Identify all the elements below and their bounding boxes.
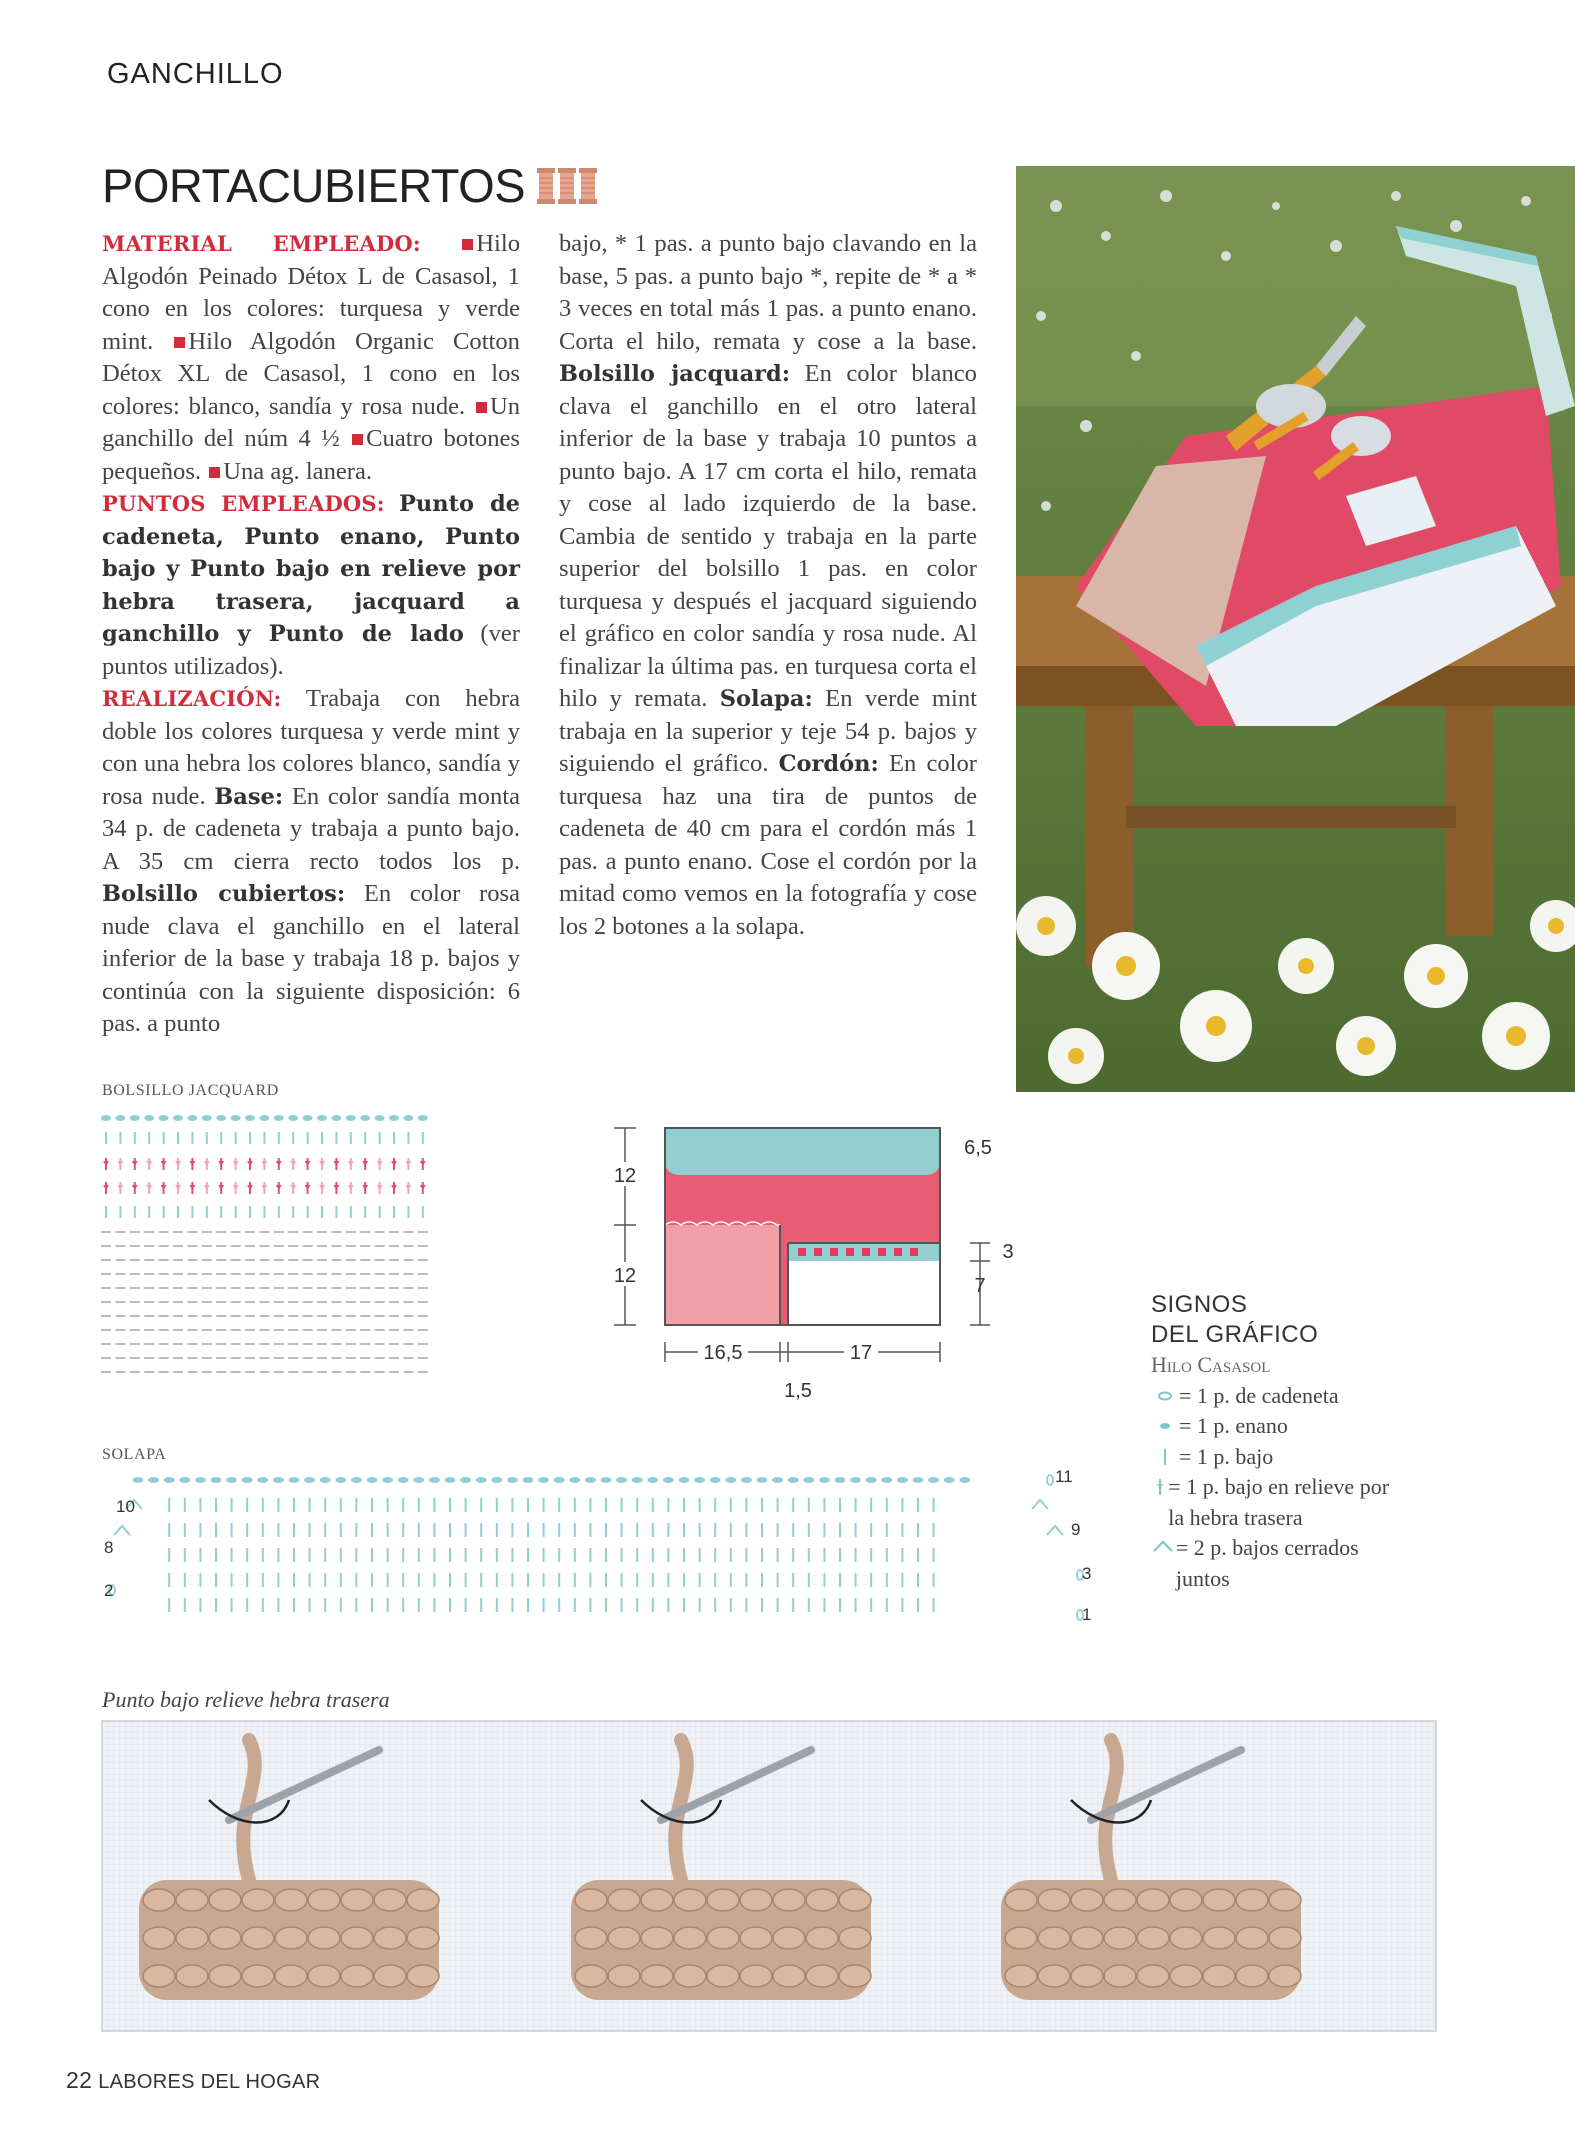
- page-footer: [66, 2067, 320, 2094]
- spool-icon: [558, 168, 576, 204]
- chart-stitch: [320, 1477, 331, 1483]
- crochet-stitch-loop: [407, 1927, 439, 1949]
- crochet-stitch-loop: [1038, 1965, 1070, 1987]
- chart-stitch: [159, 1115, 169, 1121]
- chart-stitch: [928, 1477, 939, 1483]
- crochet-stitch-loop: [773, 1965, 805, 1987]
- solapa-row-label-9: 9: [1071, 1520, 1081, 1539]
- chart-stitch: [377, 1185, 383, 1190]
- crochet-stitch-loop: [707, 1965, 739, 1987]
- chart-stitch: [632, 1477, 643, 1483]
- dim-bottom-right: 17: [849, 1342, 873, 1364]
- solapa-text: En verde mint trabaja en la superior y teje 54 p. bajos y siguiendo el gráfico.: [559, 685, 977, 777]
- crochet-stitch-loop: [407, 1965, 439, 1987]
- chart-stitch: [289, 1477, 300, 1483]
- chart-stitch: [333, 1161, 339, 1166]
- crochet-stitch-loop: [176, 1927, 208, 1949]
- chart-stitch: [333, 1185, 339, 1190]
- legend-title-1: SIGNOS: [1151, 1291, 1248, 1318]
- chart-stitch: [133, 1477, 144, 1483]
- chart-stitch: [274, 1115, 284, 1121]
- chart-stitch: [741, 1477, 752, 1483]
- chart-stitch: [1047, 1526, 1063, 1535]
- crochet-stitch-loop: [1170, 1889, 1202, 1911]
- crochet-stitch-loop: [1005, 1965, 1037, 1987]
- solapa-row-label-11: 11: [1055, 1470, 1073, 1486]
- chart-stitch: [331, 1115, 341, 1121]
- crochet-stitch-loop: [575, 1927, 607, 1949]
- product-photo: [1016, 166, 1575, 1092]
- chart-stitch: [398, 1477, 409, 1483]
- crochet-stitch-loop: [275, 1889, 307, 1911]
- realizacion-text: Trabaja con hebra doble los colores turquesa y verde mint y con una hebra los colores blanco, sandía y rosa nude.: [102, 685, 520, 810]
- chart-legend: [1151, 1290, 1391, 1594]
- chart-stitch: [491, 1477, 502, 1483]
- chart-stitch: [319, 1185, 325, 1190]
- chart-stitch: [175, 1161, 181, 1166]
- chart-stitch: [273, 1477, 284, 1483]
- legend-item-slip: = 1 p. enano: [1151, 1411, 1391, 1442]
- chart-stitch: [288, 1115, 298, 1121]
- material-item-4: Cuatro botones pequeños.: [102, 425, 521, 485]
- cordon-text: En color turquesa haz una tira de puntos de cadeneta de 40 cm para el cordón más 1 pas. a punto enano. Cose el cordón por la mitad como vemos en la fotografía y cose los 2 botones a la solapa.: [559, 750, 977, 940]
- magazine-name: LABORES DEL HOGAR: [98, 2071, 321, 2093]
- crochet-stitch-loop: [740, 1889, 772, 1911]
- col2-text-1: bajo, * 1 pas. a punto bajo clavando en la base, 5 pas. a punto bajo *, repite de * a * 3 veces en total más 1 pas. a punto enano. Corta el hilo, remata y cose a la base.: [559, 230, 977, 355]
- cordon-label: Cordón:: [778, 751, 879, 777]
- crochet-stitch-loop: [806, 1927, 838, 1949]
- chart-stitch: [694, 1477, 705, 1483]
- chart-stitch: [303, 1115, 313, 1121]
- chart-stitch: [375, 1115, 385, 1121]
- chart-stitch: [335, 1477, 346, 1483]
- crochet-stitch-loop: [773, 1927, 805, 1949]
- chart-stitch: [959, 1477, 970, 1483]
- crochet-stitch-loop: [641, 1889, 673, 1911]
- chart-stitch: [710, 1477, 721, 1483]
- dim-bottom-left: 16,5: [703, 1342, 743, 1364]
- chart-stitch: [1047, 1475, 1053, 1485]
- chart-stitch: [538, 1477, 549, 1483]
- crochet-stitch-loop: [1104, 1927, 1136, 1949]
- crochet-stitch-loop: [575, 1889, 607, 1911]
- chart-stitch: [420, 1161, 426, 1166]
- chart-stitch: [218, 1161, 224, 1166]
- chart-stitch: [204, 1185, 210, 1190]
- chart-stitch: [173, 1115, 183, 1121]
- crochet-stitch-loop: [773, 1889, 805, 1911]
- solapa-row-label-10: 10: [116, 1497, 135, 1516]
- crochet-stitch-loop: [1269, 1927, 1301, 1949]
- chart-stitch: [319, 1161, 325, 1166]
- crochet-stitch-loop: [1071, 1965, 1103, 1987]
- chart-stitch: [803, 1477, 814, 1483]
- chart-stitch: [103, 1161, 109, 1166]
- chart-stitch: [130, 1115, 140, 1121]
- dim-right-mid: 3: [1002, 1241, 1014, 1263]
- chart-stitch: [391, 1185, 397, 1190]
- chart-stitch: [348, 1185, 354, 1190]
- chart-stitch: [161, 1185, 167, 1190]
- crochet-stitch-loop: [1137, 1927, 1169, 1949]
- crochet-stitch-loop: [341, 1889, 373, 1911]
- dim-right-top: 6,5: [964, 1137, 992, 1159]
- chart-stitch: [189, 1161, 195, 1166]
- instructions-column-2: [559, 228, 977, 943]
- crochet-stitch-loop: [608, 1927, 640, 1949]
- chart-stitch: [881, 1477, 892, 1483]
- chart-stitch: [132, 1185, 138, 1190]
- bullet-square-icon: [209, 467, 220, 478]
- chart-stitch: [413, 1477, 424, 1483]
- chart-stitch: [305, 1161, 311, 1166]
- chart-stitch: [360, 1115, 370, 1121]
- bullet-square-icon: [462, 239, 473, 250]
- chart-stitch: [204, 1161, 210, 1166]
- crochet-stitch-loop: [143, 1889, 175, 1911]
- base-text: En color sandía monta 34 p. de cadeneta y trabaja a punto bajo. A 35 cm cierra recto todos los p.: [102, 782, 521, 875]
- bolsillo-label: Bolsillo cubiertos:: [102, 881, 346, 907]
- chart-stitch: [226, 1477, 237, 1483]
- crochet-stitch-loop: [1104, 1965, 1136, 1987]
- crochet-stitch-loop: [674, 1927, 706, 1949]
- crochet-stitch-loop: [374, 1927, 406, 1949]
- chart-stitch: [164, 1477, 175, 1483]
- crochet-stitch-loop: [1203, 1889, 1235, 1911]
- chart-stitch: [242, 1477, 253, 1483]
- crochet-stitch-loop: [1104, 1889, 1136, 1911]
- chart-stitch: [445, 1477, 456, 1483]
- realizacion-label: REALIZACIÓN:: [102, 686, 282, 711]
- material-item-5: Una ag. lanera.: [223, 457, 373, 485]
- material-label: MATERIAL EMPLEADO:: [102, 231, 421, 256]
- crochet-stitch-loop: [1203, 1927, 1235, 1949]
- dim-bottom-center: 1,5: [784, 1380, 812, 1402]
- crochet-stitch-loop: [308, 1889, 340, 1911]
- chart-stitch: [507, 1477, 518, 1483]
- crochet-stitch-loop: [839, 1927, 871, 1949]
- spool-icon: [579, 168, 597, 204]
- chart-stitch: [601, 1477, 612, 1483]
- crochet-stitch-loop: [1071, 1927, 1103, 1949]
- solapa-row-label-2: 2: [104, 1581, 114, 1600]
- solapa-chart-title: SOLAPA: [102, 1446, 167, 1463]
- crochet-stitch-loop: [641, 1927, 673, 1949]
- chart-stitch: [317, 1115, 327, 1121]
- photo-illustration: [1016, 166, 1575, 1092]
- crochet-stitch-loop: [1269, 1965, 1301, 1987]
- crochet-stitch-loop: [143, 1965, 175, 1987]
- chart-stitch: [382, 1477, 393, 1483]
- crochet-stitch-loop: [1203, 1965, 1235, 1987]
- chart-stitch: [144, 1115, 154, 1121]
- crochet-stitch-loop: [707, 1889, 739, 1911]
- chart-stitch: [117, 1185, 123, 1190]
- chart-stitch: [231, 1115, 241, 1121]
- crochet-stitch-loop: [806, 1889, 838, 1911]
- chart-stitch: [348, 1161, 354, 1166]
- legend-brand: Hilo Casasol: [1151, 1352, 1271, 1377]
- section-header: GANCHILLO: [107, 58, 284, 90]
- crochet-stitch-loop: [1071, 1889, 1103, 1911]
- dim-left-top: 12: [613, 1165, 637, 1187]
- legend-title-2: DEL GRÁFICO: [1151, 1321, 1319, 1348]
- crochet-stitch-loop: [242, 1927, 274, 1949]
- chart-stitch: [187, 1115, 197, 1121]
- title-text: PORTACUBIERTOS: [102, 159, 526, 212]
- chart-stitch: [913, 1477, 924, 1483]
- difficulty-spools: [537, 168, 597, 204]
- chart-stitch: [290, 1161, 296, 1166]
- crochet-stitch-loop: [374, 1889, 406, 1911]
- crochet-stitch-loop: [1236, 1889, 1268, 1911]
- chart-stitch: [202, 1115, 212, 1121]
- base-label: Base:: [214, 783, 284, 810]
- crochet-stitch-loop: [740, 1927, 772, 1949]
- chart-stitch: [585, 1477, 596, 1483]
- chart-stitch: [276, 1185, 282, 1190]
- chart-stitch: [420, 1185, 426, 1190]
- chart-stitch: [211, 1477, 222, 1483]
- material-item-1: Hilo Algodón Peinado Détox L de Casasol, 1 cono en los colores: turquesa y verde mint.: [102, 230, 520, 355]
- solapa-row-label-3: 3: [1082, 1564, 1092, 1583]
- crochet-stitch-loop: [209, 1927, 241, 1949]
- chart-stitch: [216, 1115, 226, 1121]
- chart-stitch: [405, 1161, 411, 1166]
- crochet-stitch-loop: [1137, 1889, 1169, 1911]
- chart-stitch: [351, 1477, 362, 1483]
- chart-stitch: [261, 1161, 267, 1166]
- chart-stitch: [261, 1185, 267, 1190]
- jacquard-chart: [100, 1110, 560, 1410]
- chart-stitch: [101, 1115, 111, 1121]
- chart-stitch: [362, 1161, 368, 1166]
- crochet-stitch-loop: [806, 1965, 838, 1987]
- chart-stitch: [132, 1161, 138, 1166]
- crochet-stitch-loop: [275, 1965, 307, 1987]
- chart-stitch: [663, 1477, 674, 1483]
- crochet-stitch-loop: [275, 1927, 307, 1949]
- crochet-stitch-loop: [374, 1965, 406, 1987]
- crochet-stitch-loop: [707, 1927, 739, 1949]
- chart-stitch: [866, 1477, 877, 1483]
- crochet-stitch-loop: [1005, 1927, 1037, 1949]
- crochet-stitch-loop: [209, 1889, 241, 1911]
- chart-stitch: [362, 1185, 368, 1190]
- crochet-stitch-loop: [407, 1889, 439, 1911]
- puntos-note: (ver puntos utilizados).: [102, 620, 520, 680]
- chart-stitch: [305, 1185, 311, 1190]
- chart-stitch: [944, 1477, 955, 1483]
- legend-item-relief: = 1 p. bajo en relieve por la hebra trasera: [1151, 1472, 1391, 1533]
- chart-stitch: [897, 1477, 908, 1483]
- jacquard-label: Bolsillo jacquard:: [559, 361, 791, 387]
- relief-stitch-icon: [1155, 1477, 1165, 1497]
- puntos-label: PUNTOS EMPLEADOS:: [102, 491, 385, 516]
- crochet-stitch-loop: [1170, 1927, 1202, 1949]
- chart-stitch: [389, 1115, 399, 1121]
- crochet-stitch-loop: [641, 1965, 673, 1987]
- chart-stitch: [245, 1115, 255, 1121]
- crochet-stitch-loop: [608, 1965, 640, 1987]
- chart-stitch: [429, 1477, 440, 1483]
- dim-right-bottom: 7: [974, 1275, 986, 1297]
- crochet-stitch-loop: [242, 1965, 274, 1987]
- single-crochet-icon: [1160, 1447, 1170, 1467]
- crochet-stitch-loop: [1038, 1889, 1070, 1911]
- solapa-row-label-1: 1: [1082, 1605, 1092, 1624]
- crochet-stitch-loop: [176, 1965, 208, 1987]
- spool-icon: [537, 168, 555, 204]
- chart-stitch: [346, 1115, 356, 1121]
- chart-stitch: [175, 1185, 181, 1190]
- chart-stitch: [114, 1526, 130, 1535]
- chart-stitch: [367, 1477, 378, 1483]
- page-title: [102, 158, 597, 213]
- crochet-stitch-loop: [308, 1965, 340, 1987]
- puntos-list: Punto de cadeneta, Punto enano, Punto bajo y Punto bajo en relieve por hebra trasera, jacquard a ganchillo y Punto de lado: [102, 491, 520, 647]
- chart-stitch: [146, 1161, 152, 1166]
- chart-stitch: [148, 1477, 159, 1483]
- crochet-stitch-loop: [341, 1927, 373, 1949]
- chart-stitch: [257, 1477, 268, 1483]
- chart-stitch: [405, 1185, 411, 1190]
- chart-stitch: [523, 1477, 534, 1483]
- chart-stitch: [117, 1161, 123, 1166]
- legend-item-single: = 1 p. bajo: [1151, 1442, 1391, 1473]
- crochet-stitch-loop: [674, 1965, 706, 1987]
- dim-left-bottom: 12: [613, 1265, 637, 1287]
- bullet-square-icon: [352, 434, 363, 445]
- chart-stitch: [247, 1161, 253, 1166]
- chart-stitch: [179, 1477, 190, 1483]
- bullet-square-icon: [174, 337, 185, 348]
- chart-stitch: [115, 1115, 125, 1121]
- chart-stitch: [218, 1185, 224, 1190]
- pattern-schematic: [600, 1120, 1020, 1420]
- crochet-stitch-loop: [176, 1889, 208, 1911]
- crochet-stitch-loop: [740, 1965, 772, 1987]
- chart-stitch: [679, 1477, 690, 1483]
- chart-stitch: [161, 1161, 167, 1166]
- crochet-stitch-loop: [839, 1965, 871, 1987]
- chart-stitch: [835, 1477, 846, 1483]
- crochet-stitch-loop: [839, 1889, 871, 1911]
- solapa-chart: [100, 1470, 1110, 1630]
- chart-stitch: [233, 1185, 239, 1190]
- chart-stitch: [554, 1477, 565, 1483]
- crochet-stitch-loop: [1038, 1927, 1070, 1949]
- legend-item-chain: = 1 p. de cadeneta: [1151, 1381, 1391, 1412]
- chart-stitch: [569, 1477, 580, 1483]
- chart-stitch: [233, 1161, 239, 1166]
- illustration-caption: Punto bajo relieve hebra trasera: [102, 1687, 390, 1712]
- slip-stitch-icon: [1157, 1421, 1173, 1431]
- chart-stitch: [189, 1185, 195, 1190]
- bolsillo-text: En color rosa nude clava el ganchillo en el lateral inferior de la base y trabaja 18 p. bajos y continúa con la siguiente disposición: 6 pas. a punto: [102, 880, 520, 1037]
- chart-stitch: [725, 1477, 736, 1483]
- crochet-stitch-loop: [674, 1889, 706, 1911]
- chart-stitch: [146, 1185, 152, 1190]
- solapa-label: Solapa:: [719, 686, 813, 712]
- chart-stitch: [103, 1185, 109, 1190]
- chart-stitch: [772, 1477, 783, 1483]
- solapa-row-label-8: 8: [104, 1538, 114, 1557]
- chart-stitch: [819, 1477, 830, 1483]
- crochet-stitch-loop: [341, 1965, 373, 1987]
- chart-stitch: [476, 1477, 487, 1483]
- chart-stitch: [460, 1477, 471, 1483]
- chart-stitch: [647, 1477, 658, 1483]
- legend-item-decrease: = 2 p. bajos cerrados juntos: [1151, 1533, 1391, 1594]
- chart-stitch: [377, 1161, 383, 1166]
- bullet-square-icon: [476, 402, 487, 413]
- chart-stitch: [290, 1185, 296, 1190]
- instructions-column-1: [102, 228, 520, 1041]
- decrease-icon: [1151, 1539, 1175, 1553]
- crochet-stitch-loop: [308, 1927, 340, 1949]
- chart-stitch: [418, 1115, 428, 1121]
- crochet-stitch-loop: [575, 1965, 607, 1987]
- chart-stitch: [304, 1477, 315, 1483]
- chart-stitch: [616, 1477, 627, 1483]
- chart-stitch: [391, 1161, 397, 1166]
- material-item-3: Un ganchillo del núm 4 ½: [102, 392, 520, 452]
- chart-stitch: [259, 1115, 269, 1121]
- crochet-stitch-loop: [1236, 1965, 1268, 1987]
- chain-stitch-icon: [1157, 1391, 1173, 1401]
- jacquard-text: En color blanco clava el ganchillo en el otro lateral inferior de la base y trabaja 10 puntos a punto bajo. A 17 cm corta el hilo, remata y cose al lado izquierdo de la base. Cambia de sentido y trabaja en la parte superior del bolsillo 1 pas. en color turquesa y después el jacquard siguiendo el gráfico en color sandía y rosa nude. Al finalizar la última pas. en turquesa corta el hilo y remata.: [559, 360, 977, 712]
- material-item-2: Hilo Algodón Organic Cotton Détox XL de Casasol, 1 cono en los colores: blanco, sandía y rosa nude.: [102, 327, 520, 420]
- jacquard-chart-title: BOLSILLO JACQUARD: [102, 1082, 279, 1099]
- crochet-stitch-loop: [242, 1889, 274, 1911]
- chart-stitch: [276, 1161, 282, 1166]
- crochet-stitch-loop: [1170, 1965, 1202, 1987]
- page-number: 22: [66, 2067, 93, 2093]
- chart-stitch: [403, 1115, 413, 1121]
- chart-stitch: [850, 1477, 861, 1483]
- crochet-stitch-loop: [1005, 1889, 1037, 1911]
- crochet-stitch-loop: [608, 1889, 640, 1911]
- chart-stitch: [788, 1477, 799, 1483]
- chart-stitch: [1032, 1500, 1048, 1509]
- crochet-stitch-loop: [1137, 1965, 1169, 1987]
- chart-stitch: [757, 1477, 768, 1483]
- chart-stitch: [247, 1185, 253, 1190]
- chart-stitch: [195, 1477, 206, 1483]
- crochet-stitch-loop: [1236, 1927, 1268, 1949]
- crochet-stitch-loop: [209, 1965, 241, 1987]
- stitch-illustration: [101, 1720, 1437, 2032]
- crochet-stitch-loop: [143, 1927, 175, 1949]
- crochet-stitch-loop: [1269, 1889, 1301, 1911]
